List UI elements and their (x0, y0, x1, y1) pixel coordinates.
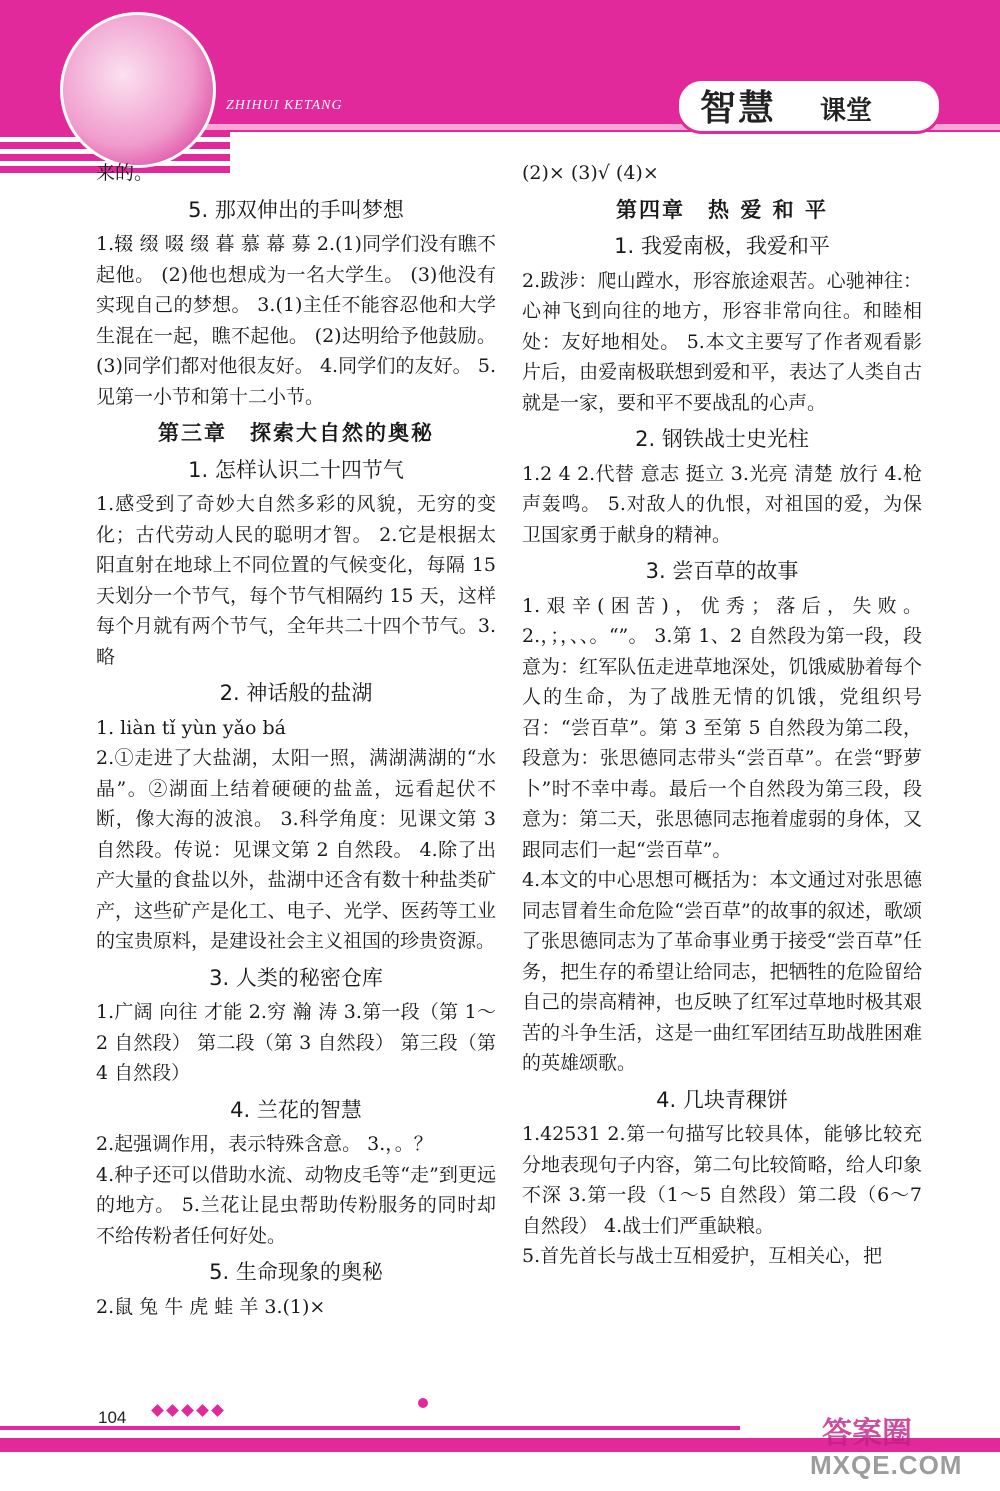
answer-paragraph: 4.本文的中心思想可概括为：本文通过对张思德同志冒着生命危险“尝百草”的故事的叙述，歌颂了张思德同志为了革命事业勇于接受“尝百草”任务，把生存的希望让给同志，把牺牲的危险留给自己的崇高精神，也反映了红军过草地时极其艰苦的斗争生活，这是一曲红军团结互助战胜困难的英雄颂歌。 (522, 869, 922, 1074)
page-number: 104 (98, 1408, 127, 1427)
answer-paragraph: 2.起强调作用，表示特殊含意。 3.，。？ (96, 1133, 433, 1155)
answer-paragraph: 1.42531 2.第一句描写比较具体，能够比较充分地表现句子内容，第二句比较简略，给人印象不深 3.第一段（1～5 自然段）第二段（6～7 自然段） 4.战士们严重缺粮。 (522, 1123, 922, 1237)
lesson-title: 3. 人类的秘密仓库 (209, 965, 383, 990)
lesson-title: 2. 钢铁战士史光柱 (635, 427, 809, 451)
lesson-title: 4. 兰花的智慧 (230, 1097, 362, 1122)
left-column (96, 158, 496, 1322)
dot-ornament-icon (418, 1398, 428, 1408)
answer-paragraph: 2.鼠 兔 牛 虎 蛙 羊 3.(1)× (96, 1295, 326, 1318)
answer-paragraph: 2.跋涉：爬山蹚水，形容旅途艰苦。心驰神往：心神飞到向往的地方，形容非常向往。和睦相处：友好地相处。 5.本文主要写了作者观看影片后，由爱南极联想到爱和平，表达了人类自古就是一家，要和平不要战乱的心声。 (522, 269, 922, 414)
lesson-title: 5. 那双伸出的手叫梦想 (188, 197, 404, 222)
lesson-title: 1. 怎样认识二十四节气 (188, 457, 404, 482)
answer-stamp: 答案圈 (822, 1416, 912, 1451)
answer-paragraph: 1.艰辛(困苦)，优秀；落后，失败。 2.，；，、、。“”。 3.第 1、2 自然段为第一段，段意为：红军队伍走进草地深处，饥饿威胁着每个人的生命，为了战胜无情的饥饿，党组织号召：“尝百草”。第 3 至第 5 自然段为第二段，段意为：张思德同志带头“尝百草”。在尝“野萝卜”时不幸中毒。最后一个自然段为第三段，段意为：第二天，张思德同志拖着虚弱的身体，又跟同志们一起“尝百草”。 (522, 594, 922, 861)
answer-paragraph: 1.2 4 2.代替 意志 挺立 3.光亮 清楚 放行 4.枪声轰鸣。 5.对敌人的仇恨，对祖国的爱，为保卫国家勇于献身的精神。 (522, 462, 922, 546)
lesson-title: 3. 尝百草的故事 (645, 559, 799, 583)
site-watermark: MXQE.COM (810, 1450, 963, 1480)
answer-paragraph: 4.种子还可以借助水流、动物皮毛等“走”到更远的地方。 5.兰花让昆虫帮助传粉服务的同时却不给传粉者任何好处。 (96, 1163, 496, 1247)
brand-title: 智慧 (700, 88, 777, 129)
right-column (522, 158, 922, 1272)
lesson-title: 5. 生命现象的奥秘 (209, 1260, 383, 1284)
answer-paragraph: (2)× (3)√ (4)× (522, 162, 659, 184)
brand-subtitle: 课堂 (820, 96, 873, 126)
mascot-logo-icon (60, 12, 216, 168)
lesson-title: 1. 我爱南极，我爱和平 (614, 234, 830, 258)
answer-paragraph: 1.辍 缀 啜 缀 暮 慕 幕 募 2.(1)同学们没有瞧不起他。 (2)他也想成为一名大学生。 (3)他没有实现自己的梦想。 3.(1)主任不能容忍他和大学生混在一起，瞧不起他。 (2)达明给予他鼓励。(3)同学们都对他很友好。 4.同学们的友好。 5.见第一小节和第十二小节。 (96, 233, 496, 408)
answer-paragraph: 来的。 (96, 162, 154, 184)
answer-paragraph: 2.①走进了大盐湖，太阳一照，满湖满湖的“水晶”。②湖面上结着硬硬的盐盖，远看起伏不断，像大海的波浪。 3.科学角度：见课文第 3 自然段。传说：见课文第 2 自然段。 4.除了出产大量的食盐以外，盐湖中还含有数十种盐类矿产，这些矿产是化工、电子、光学、医药等工业的宝贵原料，是建设社会主义祖国的珍贵资源。 (96, 747, 496, 952)
answer-paragraph: 5.首先首长与战士互相爱护，互相关心，把 (522, 1245, 883, 1267)
answer-paragraph: 1. liàn tǐ yùn yǎo bá (96, 716, 286, 739)
lesson-title: 2. 神话般的盐湖 (219, 681, 373, 705)
diamond-ornament-icon (150, 1402, 240, 1432)
chapter-title: 第三章 探索大自然的奥秘 (158, 421, 434, 445)
answer-paragraph: 1.广阔 向往 才能 2.穷 瀚 涛 3.第一段（第 1～2 自然段） 第二段（第 3 自然段） 第三段（第 4 自然段） (96, 1001, 496, 1084)
chapter-title: 第四章 热 爱 和 平 (616, 197, 828, 222)
lesson-title: 4. 几块青稞饼 (656, 1087, 788, 1112)
answer-paragraph: 1.感受到了奇妙大自然多彩的风貌，无穷的变化；古代劳动人民的聪明才智。 2.它是根据太阳直射在地球上不同位置的气候变化，每隔 15 天划分一个节气，每个节气相隔约 15 天，这样每个月就有两个节气，全年共二十四个节气。3.略 (96, 493, 496, 668)
header-subtitle: ZHIHUI KETANG (226, 98, 343, 113)
